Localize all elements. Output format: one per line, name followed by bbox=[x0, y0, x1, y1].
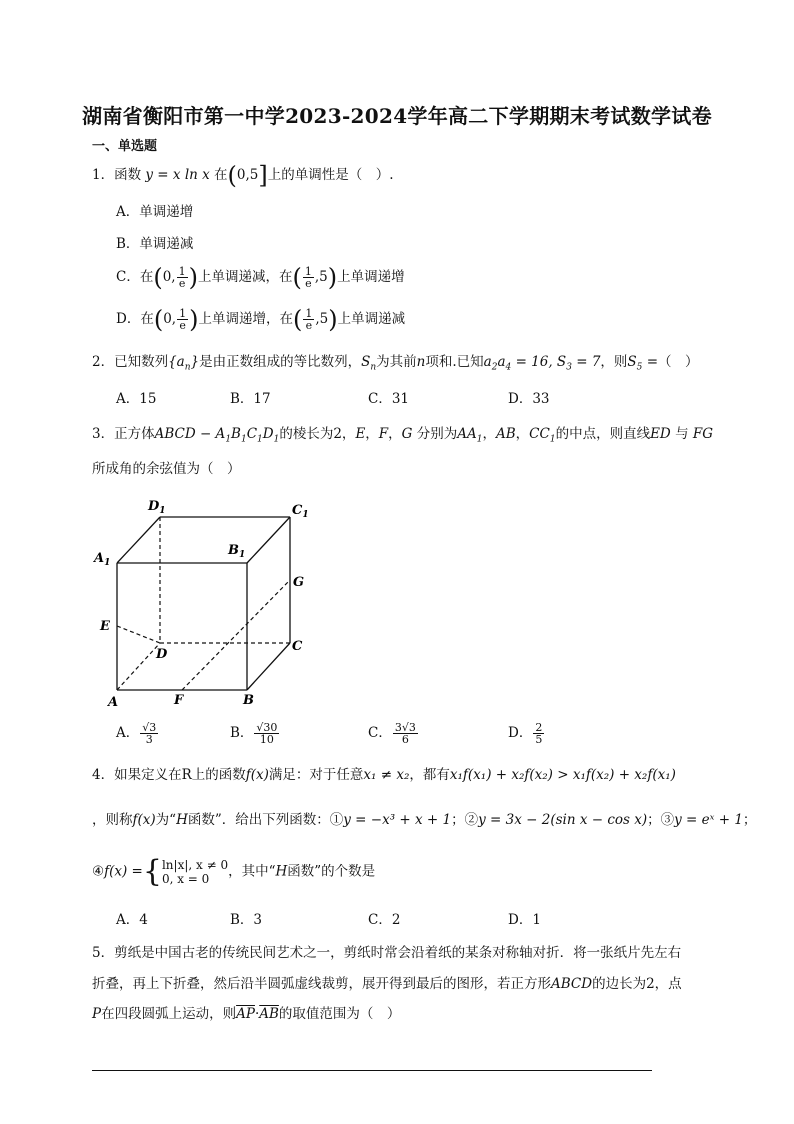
label-d1: $D_1$ bbox=[148, 499, 166, 516]
q5-stem-line2: 折叠，再上下折叠，然后沿半圆弧虚线裁剪，展开得到最后的图形，若正方形ABCD的边长为2，点 bbox=[92, 976, 682, 992]
q3-option-a[interactable]: A． $\frac{√3}{3}$ bbox=[116, 721, 157, 746]
q1-stem: 1．函数 y = x ln x 在(0,5]上的单调性是（ ）. bbox=[92, 161, 394, 190]
q4-option-c[interactable]: C．2 bbox=[368, 912, 401, 928]
page-title: 湖南省衡阳市第一中学2023-2024学年高二下学期期末考试数学试卷 bbox=[82, 104, 712, 128]
cube-figure bbox=[90, 490, 330, 710]
q4-option-b[interactable]: B．3 bbox=[230, 912, 263, 928]
q4-stem-line2: ，则称f(x)为“H函数”．给出下列函数：①y = −x³ + x + 1；②y = 3x − 2(sin x − cos x)；③y = eˣ + 1； bbox=[92, 812, 757, 828]
label-c: C bbox=[292, 639, 303, 654]
q3-stem-line1: 3．正方体ABCD − $A_1B_1C_1D_1$的棱长为2，E，F，G 分别为$AA_1$，AB，$CC_1$的中点，则直线ED 与 FG bbox=[92, 426, 714, 445]
label-a: A bbox=[108, 695, 119, 710]
section-heading: 一、单选题 bbox=[92, 139, 158, 154]
q3-option-d[interactable]: D． $\frac{2}{5}$ bbox=[508, 721, 543, 746]
q4-option-a[interactable]: A．4 bbox=[116, 912, 148, 928]
q3-stem-line2: 所成角的余弦值为（ ） bbox=[92, 461, 241, 477]
label-g: G bbox=[293, 575, 305, 590]
q1-option-b[interactable]: B．单调递减 bbox=[116, 236, 194, 252]
label-b1: $B_1$ bbox=[228, 543, 246, 560]
q4-stem-line3: ④f(x) ={ ln|x|, x ≠ 0 0, x = 0 ，其中“H函数”的个数是 bbox=[92, 854, 376, 889]
q5-stem-line1: 5．剪纸是中国古老的传统民间艺术之一，剪纸时常会沿着纸的某条对称轴对折．将一张纸片先左右 bbox=[92, 945, 682, 961]
q2-stem: 2．已知数列$\{a_n\}$是由正数组成的等比数列，$S_n$为其前n项和.已知$a_2a_4 = 16$, $S_3 = 7$，则$S_5$ =（ ） bbox=[92, 354, 699, 373]
q2-option-a[interactable]: A．15 bbox=[116, 391, 157, 407]
q2-option-c[interactable]: C．31 bbox=[368, 391, 410, 407]
q1-option-c[interactable]: C．在(0, $\frac{1}{e}$ )上单调递减，在( $\frac{1}{e}$ ,5)上单调递增 bbox=[116, 263, 405, 292]
q3-option-c[interactable]: C． $\frac{3√3}{6}$ bbox=[368, 721, 416, 746]
q1-option-d[interactable]: D．在(0, $\frac{1}{e}$ )上单调递增，在( $\frac{1}{e}$ ,5)上单调递减 bbox=[116, 305, 406, 334]
label-d: D bbox=[156, 647, 168, 662]
q4-option-d[interactable]: D．1 bbox=[508, 912, 541, 928]
q2-option-b[interactable]: B．17 bbox=[230, 391, 271, 407]
q2-option-d[interactable]: D．33 bbox=[508, 391, 550, 407]
footer-rule bbox=[92, 1070, 652, 1071]
q1-option-a[interactable]: A．单调递增 bbox=[116, 204, 194, 220]
q3-option-b[interactable]: B． $\frac{√30}{10}$ bbox=[230, 721, 278, 746]
label-c1: $C_1$ bbox=[292, 503, 309, 520]
label-b: B bbox=[243, 693, 254, 708]
label-e: E bbox=[100, 619, 110, 634]
label-a1: $A_1$ bbox=[94, 551, 111, 568]
label-f: F bbox=[174, 693, 184, 708]
q5-stem-line3: P在四段圆弧上运动，则$\overline{AP}\cdot\overline{AB}$的取值范围为（ ） bbox=[92, 1006, 401, 1022]
q4-stem-line1: 4．如果定义在R上的函数f(x)满足：对于任意x₁ ≠ x₂，都有x₁f(x₁) + x₂f(x₂) > x₁f(x₂) + x₂f(x₁) bbox=[92, 767, 676, 783]
